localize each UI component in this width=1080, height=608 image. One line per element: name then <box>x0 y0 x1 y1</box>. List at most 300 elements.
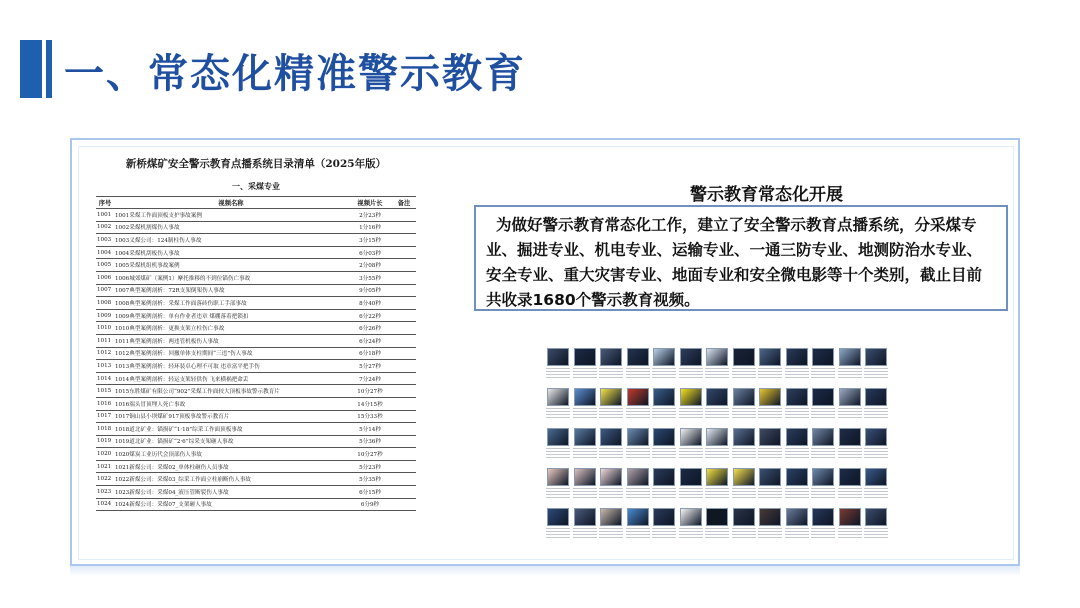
video-thumbnail-image <box>627 508 649 526</box>
cell-video-name: 1014典型案例剖析：轻运支架轻供伤 飞来横祸把命丢 <box>114 372 348 385</box>
cell-video-name: 1004采煤机刮板伤人事故 <box>114 246 348 259</box>
video-thumbnail-caption <box>838 368 862 380</box>
cell-length: 3分55秒 <box>348 271 392 284</box>
video-thumbnail-caption <box>573 528 597 540</box>
cell-length: 9分05秒 <box>348 284 392 297</box>
table-row <box>96 410 416 423</box>
video-thumbnail[interactable] <box>599 508 623 546</box>
table-row <box>96 246 416 259</box>
video-thumbnail-image <box>547 388 569 406</box>
video-thumbnail[interactable] <box>811 348 835 386</box>
video-thumbnail-image <box>839 388 861 406</box>
cell-note <box>392 209 416 222</box>
title-accent-bar <box>20 40 42 98</box>
video-thumbnail-caption <box>573 488 597 500</box>
video-thumbnail-caption <box>758 448 782 460</box>
cell-no: 1014 <box>96 372 114 385</box>
video-thumbnail-image <box>600 428 622 446</box>
video-thumbnail-caption <box>599 368 623 380</box>
video-thumbnail[interactable] <box>573 428 597 466</box>
video-thumbnail-image <box>600 508 622 526</box>
cell-video-name: 1006城郊煤矿（案例1）摩托推移的不到位锚伤亡事故 <box>114 271 348 284</box>
video-thumbnail[interactable] <box>864 428 888 466</box>
video-thumbnail-image <box>839 468 861 486</box>
cell-video-name: 1008典型案例剖析：采煤工作面落砖伤职工手部事故 <box>114 297 348 310</box>
table-row <box>96 284 416 297</box>
video-thumbnail[interactable] <box>732 468 756 506</box>
cell-video-name: 1022新煤公司：采煤03_综采工作面立柱崩断伤人事故 <box>114 473 348 486</box>
video-thumbnail-caption <box>705 488 729 500</box>
cell-video-name: 1002采煤机割煤伤人事故 <box>114 221 348 234</box>
video-thumbnail-image <box>759 428 781 446</box>
cell-note <box>392 435 416 448</box>
video-thumbnail-caption <box>811 408 835 420</box>
video-thumbnail[interactable] <box>758 468 782 506</box>
table-row <box>96 322 416 335</box>
video-thumbnail[interactable] <box>732 348 756 386</box>
video-thumbnail-image <box>600 388 622 406</box>
cell-video-name: 1003义煤公司：124制柱伤人事故 <box>114 234 348 247</box>
cell-note <box>392 246 416 259</box>
video-thumbnail[interactable] <box>838 428 862 466</box>
video-thumbnail-image <box>812 428 834 446</box>
video-thumbnail[interactable] <box>705 508 729 546</box>
video-thumbnail-caption <box>679 488 703 500</box>
cell-length: 6分15秒 <box>348 486 392 499</box>
table-row <box>96 271 416 284</box>
video-thumbnail-caption <box>785 528 809 540</box>
cell-note <box>392 385 416 398</box>
table-row <box>96 423 416 436</box>
cell-no: 1024 <box>96 498 114 511</box>
catalog-section: 一、采煤专业 <box>232 181 280 191</box>
cell-no: 1015 <box>96 385 114 398</box>
cell-no: 1010 <box>96 322 114 335</box>
header-no: 序号 <box>96 197 114 209</box>
cell-no: 1012 <box>96 347 114 360</box>
video-thumbnail-image <box>786 348 808 366</box>
video-thumbnail-caption <box>546 408 570 420</box>
video-thumbnail-caption <box>864 488 888 500</box>
cell-note <box>392 448 416 461</box>
cell-length: 5分27秒 <box>348 360 392 373</box>
video-thumbnail-image <box>600 348 622 366</box>
video-thumbnail-caption <box>758 368 782 380</box>
video-thumbnail-caption <box>679 528 703 540</box>
video-thumbnail[interactable] <box>626 428 650 466</box>
table-row <box>96 385 416 398</box>
video-thumbnail-image <box>759 388 781 406</box>
video-thumbnail[interactable] <box>838 388 862 426</box>
video-thumbnail-image <box>547 508 569 526</box>
cell-length: 5分23秒 <box>348 460 392 473</box>
video-thumbnail-caption <box>599 448 623 460</box>
cell-no: 1004 <box>96 246 114 259</box>
cell-video-name: 1023新煤公司：采煤04_液压管断裂伤人事故 <box>114 486 348 499</box>
cell-no: 1008 <box>96 297 114 310</box>
video-thumbnail[interactable] <box>864 348 888 386</box>
cell-no: 1016 <box>96 397 114 410</box>
video-thumbnail-caption <box>546 528 570 540</box>
video-thumbnail-image <box>812 388 834 406</box>
cell-length: 14分15秒 <box>348 397 392 410</box>
video-thumbnail[interactable] <box>652 468 676 506</box>
cell-note <box>392 221 416 234</box>
video-thumbnail[interactable] <box>705 468 729 506</box>
video-thumbnail-caption <box>652 448 676 460</box>
cell-video-name: 1012典型案例剖析：回撤单体支柱期间“三违”伤人事故 <box>114 347 348 360</box>
video-thumbnail-caption <box>838 488 862 500</box>
video-thumbnail-caption <box>732 448 756 460</box>
cell-no: 1021 <box>96 460 114 473</box>
catalog-body <box>96 209 416 511</box>
video-thumbnail-image <box>733 348 755 366</box>
video-thumbnail[interactable] <box>705 388 729 426</box>
video-thumbnail-caption <box>546 368 570 380</box>
video-thumbnail-image <box>865 428 887 446</box>
cell-video-name: 1015东胜煤矿有限公司“902”采煤工作面较大顶板事故警示教育片 <box>114 385 348 398</box>
table-row <box>96 460 416 473</box>
video-thumbnail[interactable] <box>758 508 782 546</box>
video-thumbnail[interactable] <box>546 388 570 426</box>
table-row <box>96 209 416 222</box>
video-thumbnail[interactable] <box>546 428 570 466</box>
video-thumbnail-image <box>680 348 702 366</box>
video-thumbnail[interactable] <box>732 428 756 466</box>
video-thumbnail-caption <box>811 368 835 380</box>
cell-no: 1019 <box>96 435 114 448</box>
video-thumbnail[interactable] <box>599 428 623 466</box>
video-thumbnail[interactable] <box>626 348 650 386</box>
video-thumbnail[interactable] <box>573 468 597 506</box>
video-thumbnail-caption <box>864 408 888 420</box>
cell-length: 15分33秒 <box>348 410 392 423</box>
video-thumbnail[interactable] <box>626 468 650 506</box>
table-row <box>96 297 416 310</box>
video-thumbnail[interactable] <box>652 428 676 466</box>
cell-video-name: 1019道北矿业：锚损矿“2·6”综采支架砸人事故 <box>114 435 348 448</box>
video-thumbnail-image <box>547 468 569 486</box>
video-thumbnail-caption <box>811 448 835 460</box>
cell-note <box>392 322 416 335</box>
cell-length: 3分15秒 <box>348 234 392 247</box>
table-row <box>96 435 416 448</box>
cell-video-name: 1010典型案例剖析：更换支架立柱伤亡事故 <box>114 322 348 335</box>
video-thumbnail-caption <box>546 448 570 460</box>
video-thumbnail-caption <box>652 408 676 420</box>
video-thumbnail[interactable] <box>705 348 729 386</box>
video-thumbnail[interactable] <box>626 388 650 426</box>
video-thumbnail-caption <box>838 528 862 540</box>
cell-note <box>392 473 416 486</box>
section-heading: 警示教育常态化开展 <box>690 185 843 205</box>
cell-no: 1005 <box>96 259 114 272</box>
cell-no: 1006 <box>96 271 114 284</box>
video-thumbnail-caption <box>705 368 729 380</box>
video-thumbnail-caption <box>811 488 835 500</box>
cell-no: 1007 <box>96 284 114 297</box>
cell-video-name: 1011典型案例剖析：两违管机板伤人事故 <box>114 334 348 347</box>
cell-no: 1009 <box>96 309 114 322</box>
video-thumbnail[interactable] <box>732 388 756 426</box>
video-thumbnail-caption <box>599 488 623 500</box>
cell-no: 1020 <box>96 448 114 461</box>
video-thumbnail-image <box>574 508 596 526</box>
video-thumbnail-image <box>627 348 649 366</box>
cell-note <box>392 372 416 385</box>
video-thumbnail-image <box>680 428 702 446</box>
cell-length: 8分40秒 <box>348 297 392 310</box>
video-thumbnail[interactable] <box>705 428 729 466</box>
video-thumbnail-caption <box>758 488 782 500</box>
video-thumbnail[interactable] <box>546 508 570 546</box>
video-thumbnail-caption <box>732 368 756 380</box>
video-thumbnail-caption <box>758 528 782 540</box>
video-thumbnail[interactable] <box>679 348 703 386</box>
video-thumbnail[interactable] <box>679 428 703 466</box>
video-thumbnail[interactable] <box>732 508 756 546</box>
video-thumbnail-image <box>653 508 675 526</box>
video-thumbnail[interactable] <box>811 508 835 546</box>
video-thumbnail-caption <box>546 488 570 500</box>
cell-length: 7分24秒 <box>348 372 392 385</box>
video-thumbnail[interactable] <box>599 468 623 506</box>
cell-note <box>392 271 416 284</box>
video-thumbnail-image <box>627 468 649 486</box>
video-thumbnail[interactable] <box>626 508 650 546</box>
table-row <box>96 372 416 385</box>
video-thumbnail-caption <box>785 488 809 500</box>
video-thumbnail[interactable] <box>679 388 703 426</box>
cell-note <box>392 360 416 373</box>
video-thumbnail[interactable] <box>864 468 888 506</box>
video-thumbnail-image <box>706 388 728 406</box>
catalog-header-row <box>96 197 416 209</box>
table-row <box>96 234 416 247</box>
video-thumbnail[interactable] <box>811 468 835 506</box>
video-thumbnail-image <box>786 508 808 526</box>
video-thumbnail-grid <box>546 348 890 554</box>
description-box <box>474 205 1008 311</box>
video-thumbnail-image <box>574 428 596 446</box>
cell-note <box>392 397 416 410</box>
table-row <box>96 334 416 347</box>
video-thumbnail-image <box>786 468 808 486</box>
cell-length: 1分16秒 <box>348 221 392 234</box>
video-thumbnail-image <box>865 468 887 486</box>
cell-note <box>392 284 416 297</box>
table-row <box>96 347 416 360</box>
video-thumbnail-caption <box>652 528 676 540</box>
video-thumbnail-image <box>865 388 887 406</box>
video-thumbnail-caption <box>705 528 729 540</box>
video-thumbnail[interactable] <box>758 388 782 426</box>
video-thumbnail-image <box>759 348 781 366</box>
video-thumbnail-caption <box>626 528 650 540</box>
frame-shadow <box>70 566 1020 576</box>
cell-no: 1022 <box>96 473 114 486</box>
video-thumbnail-caption <box>785 368 809 380</box>
video-thumbnail[interactable] <box>652 348 676 386</box>
cell-length: 6分18秒 <box>348 347 392 360</box>
cell-video-name: 1009典型案例剖析：单有作业者违章 煤棚落着把锁扣 <box>114 309 348 322</box>
cell-length: 2分23秒 <box>348 209 392 222</box>
cell-note <box>392 297 416 310</box>
cell-no: 1002 <box>96 221 114 234</box>
video-thumbnail-caption <box>652 488 676 500</box>
video-thumbnail-caption <box>838 448 862 460</box>
video-thumbnail-image <box>733 468 755 486</box>
video-thumbnail[interactable] <box>546 348 570 386</box>
cell-note <box>392 486 416 499</box>
cell-video-name: 1024新煤公司：采煤07_支架砸人事故 <box>114 498 348 511</box>
cell-no: 1003 <box>96 234 114 247</box>
video-thumbnail[interactable] <box>758 348 782 386</box>
video-thumbnail-caption <box>679 448 703 460</box>
video-thumbnail-image <box>706 468 728 486</box>
video-thumbnail-image <box>627 388 649 406</box>
cell-video-name: 1021新煤公司：采煤02_单体柱砸伤人员事故 <box>114 460 348 473</box>
video-thumbnail[interactable] <box>679 508 703 546</box>
video-thumbnail[interactable] <box>785 348 809 386</box>
title-accent-stripe <box>46 40 52 98</box>
video-thumbnail-image <box>574 468 596 486</box>
video-thumbnail[interactable] <box>811 428 835 466</box>
video-thumbnail-caption <box>599 408 623 420</box>
cell-note <box>392 347 416 360</box>
cell-no: 1011 <box>96 334 114 347</box>
table-row <box>96 486 416 499</box>
video-thumbnail-image <box>839 428 861 446</box>
table-row <box>96 397 416 410</box>
video-thumbnail-image <box>812 468 834 486</box>
cell-length: 6分9秒 <box>348 498 392 511</box>
video-thumbnail-caption <box>652 368 676 380</box>
video-thumbnail-caption <box>705 448 729 460</box>
table-row <box>96 259 416 272</box>
video-thumbnail-caption <box>626 408 650 420</box>
video-thumbnail[interactable] <box>652 508 676 546</box>
cell-note <box>392 309 416 322</box>
cell-video-name: 1016端头冒顶埋人死亡事故 <box>114 397 348 410</box>
cell-no: 1018 <box>96 423 114 436</box>
video-thumbnail-image <box>812 348 834 366</box>
video-thumbnail[interactable] <box>679 468 703 506</box>
video-thumbnail[interactable] <box>838 508 862 546</box>
video-thumbnail-image <box>574 388 596 406</box>
video-thumbnail-image <box>733 428 755 446</box>
video-thumbnail-caption <box>573 448 597 460</box>
video-thumbnail[interactable] <box>838 468 862 506</box>
video-thumbnail-image <box>706 428 728 446</box>
cell-length: 2分08秒 <box>348 259 392 272</box>
cell-note <box>392 334 416 347</box>
video-thumbnail[interactable] <box>599 348 623 386</box>
video-thumbnail-caption <box>732 528 756 540</box>
video-thumbnail-caption <box>732 488 756 500</box>
video-thumbnail-image <box>733 388 755 406</box>
video-thumbnail-image <box>706 348 728 366</box>
video-thumbnail-image <box>865 508 887 526</box>
video-thumbnail-image <box>839 348 861 366</box>
cell-video-name: 1020煤炭工业历代会顶部伤人事故 <box>114 448 348 461</box>
video-thumbnail[interactable] <box>811 388 835 426</box>
table-row <box>96 448 416 461</box>
video-thumbnail-caption <box>785 408 809 420</box>
video-thumbnail-image <box>653 428 675 446</box>
table-row <box>96 360 416 373</box>
video-thumbnail-image <box>759 508 781 526</box>
video-thumbnail[interactable] <box>864 508 888 546</box>
video-thumbnail[interactable] <box>758 428 782 466</box>
cell-video-name: 1013典型案例剖析：轻环装卓心理不可取 违章富平把手伤 <box>114 360 348 373</box>
cell-video-name: 1017铜山县小坝煤矿917顶板事故警示教育片 <box>114 410 348 423</box>
header-name: 视频名称 <box>114 197 348 209</box>
cell-length: 5分36秒 <box>348 435 392 448</box>
cell-note <box>392 460 416 473</box>
video-thumbnail-image <box>786 428 808 446</box>
cell-note <box>392 259 416 272</box>
video-thumbnail[interactable] <box>546 468 570 506</box>
video-thumbnail-image <box>680 468 702 486</box>
header-length: 视频片长 <box>348 197 392 209</box>
video-thumbnail[interactable] <box>838 348 862 386</box>
video-thumbnail-image <box>733 508 755 526</box>
video-thumbnail[interactable] <box>573 508 597 546</box>
video-thumbnail-caption <box>599 528 623 540</box>
video-thumbnail-caption <box>864 368 888 380</box>
video-thumbnail[interactable] <box>785 428 809 466</box>
video-thumbnail-image <box>786 388 808 406</box>
video-thumbnail[interactable] <box>599 388 623 426</box>
video-thumbnail-image <box>812 508 834 526</box>
cell-length: 10分27秒 <box>348 448 392 461</box>
video-thumbnail-caption <box>732 408 756 420</box>
video-thumbnail[interactable] <box>785 508 809 546</box>
cell-length: 6分24秒 <box>348 334 392 347</box>
cell-no: 1001 <box>96 209 114 222</box>
cell-note <box>392 410 416 423</box>
cell-note <box>392 423 416 436</box>
video-thumbnail-image <box>865 348 887 366</box>
video-thumbnail[interactable] <box>573 348 597 386</box>
video-thumbnail-image <box>600 468 622 486</box>
cell-note <box>392 234 416 247</box>
video-thumbnail[interactable] <box>652 388 676 426</box>
video-thumbnail-image <box>706 508 728 526</box>
video-thumbnail[interactable] <box>864 388 888 426</box>
cell-no: 1023 <box>96 486 114 499</box>
video-thumbnail[interactable] <box>785 388 809 426</box>
cell-length: 6分22秒 <box>348 309 392 322</box>
catalog-document <box>96 152 416 542</box>
video-thumbnail-image <box>547 428 569 446</box>
video-thumbnail[interactable] <box>785 468 809 506</box>
page-title: 一、常态化精准警示教育 <box>64 51 526 97</box>
video-thumbnail[interactable] <box>573 388 597 426</box>
cell-no: 1017 <box>96 410 114 423</box>
table-row <box>96 473 416 486</box>
video-thumbnail-caption <box>626 368 650 380</box>
cell-length: 6分26秒 <box>348 322 392 335</box>
video-thumbnail-image <box>653 348 675 366</box>
video-thumbnail-image <box>680 508 702 526</box>
video-thumbnail-caption <box>679 368 703 380</box>
video-thumbnail-image <box>680 388 702 406</box>
video-thumbnail-caption <box>864 528 888 540</box>
catalog-title: 新桥煤矿安全警示教育点播系统目录清单（2025年版） <box>125 158 387 170</box>
video-thumbnail-caption <box>573 368 597 380</box>
